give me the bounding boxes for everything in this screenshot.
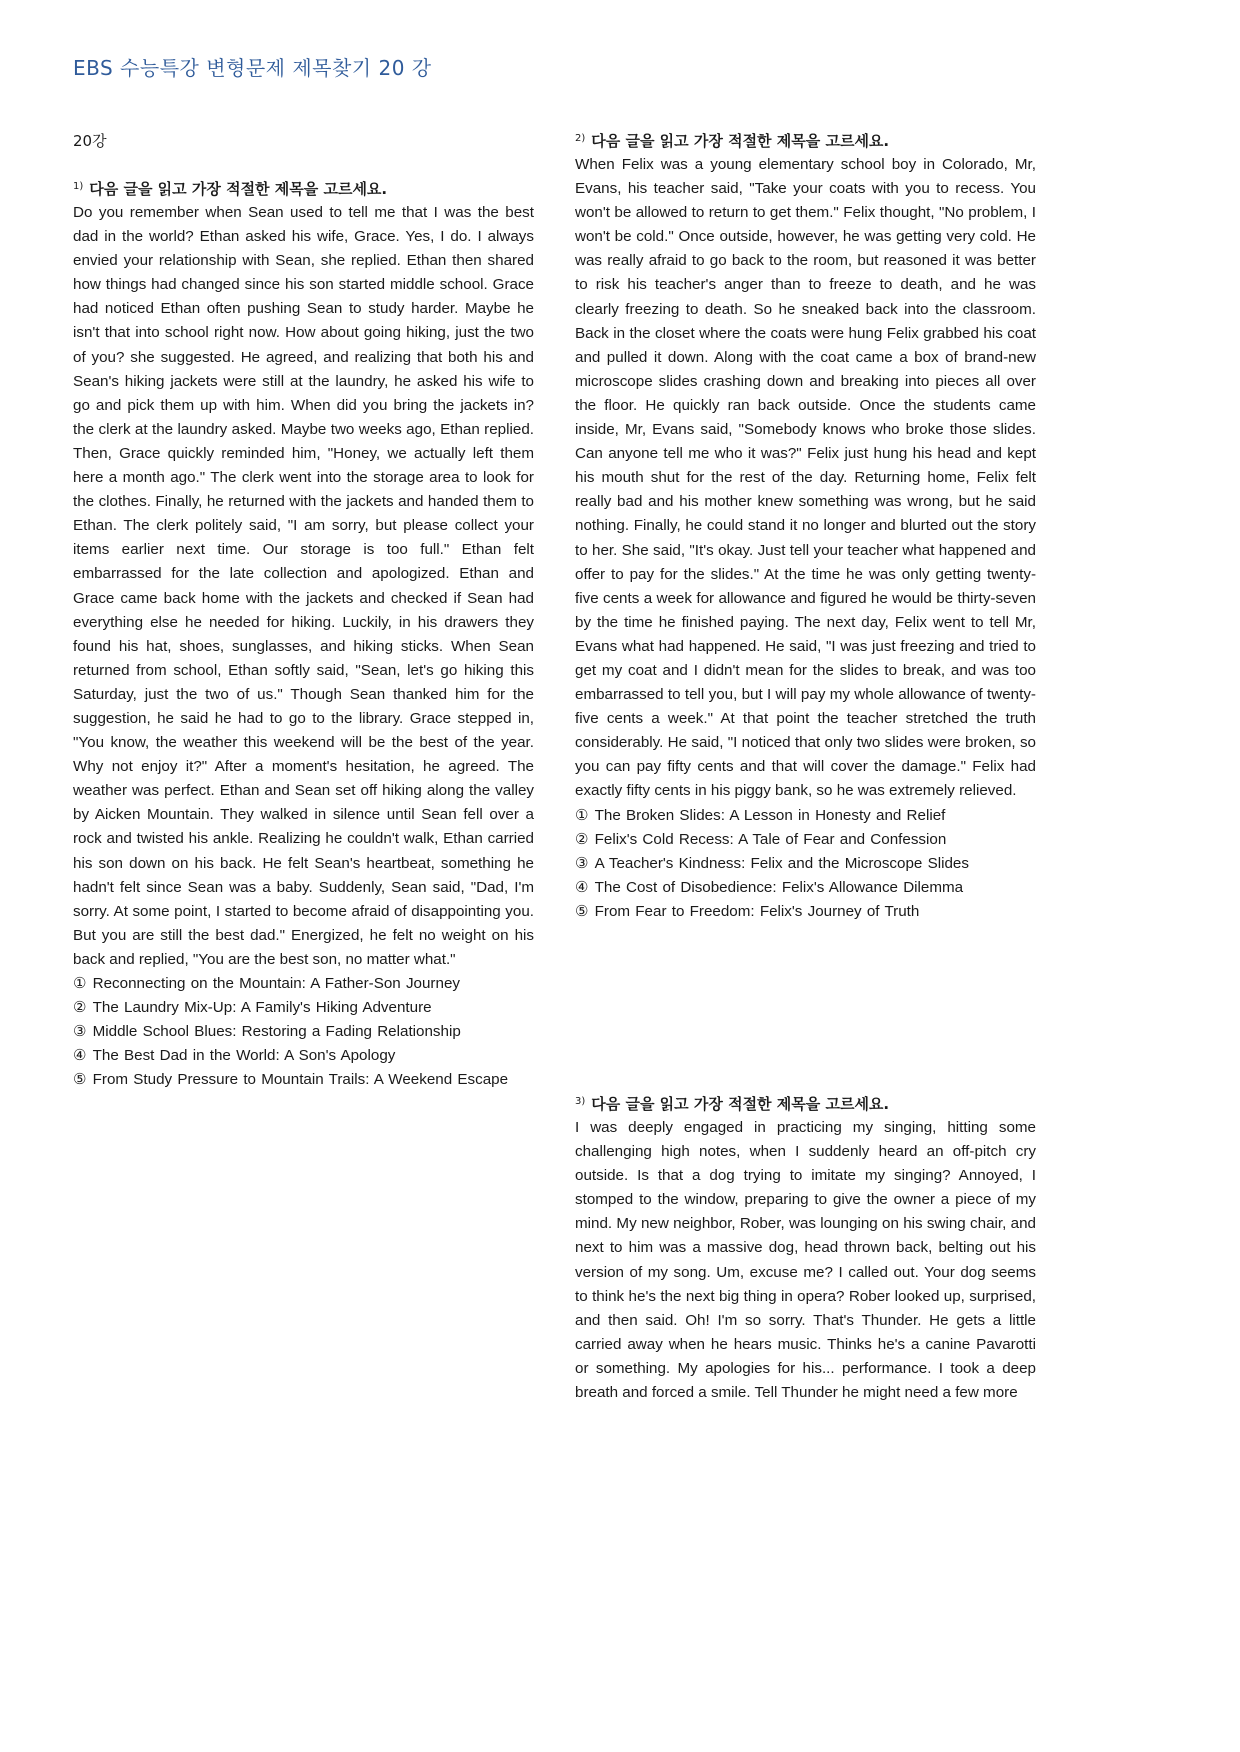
- answer-option[interactable]: [575, 804, 1036, 828]
- option-text: Middle School Blues: Restoring a Fading Relationship: [92, 1023, 461, 1041]
- option-text: From Study Pressure to Mountain Trails: A Weekend Escape: [92, 1071, 509, 1089]
- question-passage: I was deeply engaged in practicing my singing, hitting some challenging high notes, when I suddenly heard an off-pitch cry outside. Is that a dog trying to imitate my singing? Annoyed, I stomped to the window, preparing to give the owner a piece of my mind. My new neighbor, Rober, was lounging on his swing chair, and next to him was a massive dog, head thrown back, belting out his version of my song. Um, excuse me? I called out. Your dog seems to think he's the next big thing in opera? Rober looked up, surprised, and then said. Oh! I'm so sorry. That's Thunder. He gets a little carried away when he hears music. Thinks he's a canine Pavarotti or something. My apologies for his... performance. I took a deep breath and forced a smile. Tell Thunder he might need a few more: [575, 1119, 1036, 1402]
- answer-option[interactable]: [73, 996, 534, 1020]
- option-marker: ⑤: [73, 1071, 87, 1089]
- option-text: The Best Dad in the World: A Son's Apology: [92, 1047, 396, 1065]
- answer-option[interactable]: [73, 1020, 534, 1044]
- lesson-label: 20강: [73, 132, 107, 150]
- option-marker: ②: [73, 999, 87, 1017]
- question-instruction: 다음 글을 읽고 가장 적절한 제목을 고르세요.: [89, 180, 388, 198]
- option-marker: ③: [575, 854, 589, 872]
- question-2: [575, 129, 1036, 924]
- option-text: The Cost of Disobedience: Felix's Allowance Dilemma: [594, 878, 964, 896]
- option-marker: ①: [575, 806, 589, 824]
- answer-option[interactable]: [575, 828, 1036, 852]
- option-text: Reconnecting on the Mountain: A Father-Son Journey: [92, 975, 460, 992]
- question-number: 3): [575, 1096, 586, 1107]
- question-1: [73, 177, 534, 1092]
- answer-option[interactable]: [73, 1068, 534, 1092]
- question-heading: [73, 177, 534, 201]
- option-text: Felix's Cold Recess: A Tale of Fear and Confession: [594, 830, 947, 848]
- question-instruction: 다음 글을 읽고 가장 적절한 제목을 고르세요.: [591, 1095, 890, 1113]
- page-title: EBS 수능특강 변형문제 제목찾기 20 강: [73, 56, 432, 80]
- question-number: 2): [575, 133, 586, 144]
- question-3: [575, 1092, 1036, 1405]
- question-heading: [575, 1092, 1036, 1116]
- answer-option[interactable]: [73, 1044, 534, 1068]
- option-text: The Broken Slides: A Lesson in Honesty and Relief: [594, 806, 946, 824]
- option-marker: ⑤: [575, 902, 589, 920]
- answer-option[interactable]: [575, 852, 1036, 876]
- question-passage: Do you remember when Sean used to tell me that I was the best dad in the world? Ethan asked his wife, Grace. Yes, I do. I always envied your relationship with Sean, she replied. Ethan then shared how things had changed since his son started middle school. Grace had noticed Ethan often pushing Sean to study harder. Maybe he isn't that into school right now. How about going hiking, just the two of you? she suggested. He agreed, and realizing that both his and Sean's hiking jackets were still at the laundry, he asked his wife to go and pick them up with him. When did you bring the jackets in? the clerk at the laundry asked. Maybe two weeks ago, Ethan replied. Then, Grace quickly reminded him, "Honey, we actually left them here a month ago." The clerk went into the storage area to look for the clothes. Finally, he returned with the jackets and handed them to Ethan. The clerk politely said, "I am sorry, but please collect your items earlier next time. Our storage is too full." Ethan felt embarrassed for the late collection and apologized. Ethan and Grace came back home with the jackets and checked if Sean had everything else he needed for hiking. Luckily, in his drawers they found his hat, shoes, sunglasses, and hiking sticks. When Sean returned from school, Ethan softly said, "Sean, let's go hiking this Saturday, just the two of us." Though Sean thanked him for the suggestion, he said he had to go to the library. Grace stepped in, "You know, the weather this weekend will be the best of the year. Why not enjoy it?" After a moment's hesitation, he agreed. The weather was perfect. Ethan and Sean set off hiking along the valley by Aicken Mountain. They walked in silence until Sean fell over a rock and twisted his ankle. Realizing he couldn't walk, Ethan carried his son down on his back. He felt Sean's heartbeat, something he hadn't felt since Sean was a baby. Suddenly, Sean said, "Dad, I'm sorry. At some point, I started to become afraid of disappointing you. But you are still the best dad." Energized, he felt no weight on his back and replied, "You are the best son, no matter what.": [73, 204, 534, 968]
- question-instruction: 다음 글을 읽고 가장 적절한 제목을 고르세요.: [591, 132, 890, 150]
- option-marker: ②: [575, 830, 589, 848]
- answer-option[interactable]: [575, 876, 1036, 900]
- option-marker: ④: [73, 1047, 87, 1065]
- question-passage: When Felix was a young elementary school boy in Colorado, Mr, Evans, his teacher said, "Take your coats with you to recess. You won't be allowed to return to get them." Felix thought, "No problem, I won't be cold." Once outside, however, he was getting very cold. He was really afraid to go back to the room, but reasoned it was better to risk his teacher's anger than to freeze to death, and he was clearly freezing to death. So he sneaked back into the classroom. Back in the closet where the coats were hung Felix grabbed his coat and pulled it down. Along with the coat came a box of brand-new microscope slides crashing down and breaking into pieces all over the floor. He quickly ran back outside. Once the students came inside, Mr, Evans said, "Somebody knows who broke those slides. Can anyone tell me who it was?" Felix just hung his head and kept his mouth shut for the rest of the day. Returning home, Felix felt really bad and his mother knew something was wrong, but he said nothing. Finally, he could stand it no longer and blurted out the story to her. She said, "It's okay. Just tell your teacher what happened and offer to pay for the slides." At the time he was only getting twenty-five cents a week for allowance and figured he would be thirty-seven by the time he finished paying. The next day, Felix went to tell Mr, Evans what had happened. He said, "I was just freezing and tried to get my coat and I didn't mean for the slides to break, and was too embarrassed to tell you, but I will pay my whole allowance of twenty-five cents a week." At that point the teacher stretched the truth considerably. He said, "I noticed that only two slides were broken, so you can pay fifty cents and that will cover the damage." Felix had exactly fifty cents in his piggy bank, so he was extremely relieved.: [575, 156, 1036, 800]
- answer-options: [73, 972, 534, 1092]
- option-marker: ③: [73, 1023, 87, 1041]
- question-heading: [575, 129, 1036, 153]
- option-marker: ①: [73, 975, 87, 992]
- question-number: 1): [73, 181, 84, 192]
- option-text: A Teacher's Kindness: Felix and the Microscope Slides: [594, 854, 969, 872]
- answer-option[interactable]: [575, 900, 1036, 924]
- answer-option[interactable]: [73, 972, 534, 996]
- option-text: From Fear to Freedom: Felix's Journey of Truth: [594, 902, 920, 920]
- option-marker: ④: [575, 878, 589, 896]
- answer-options: [575, 804, 1036, 924]
- option-text: The Laundry Mix-Up: A Family's Hiking Adventure: [92, 999, 432, 1017]
